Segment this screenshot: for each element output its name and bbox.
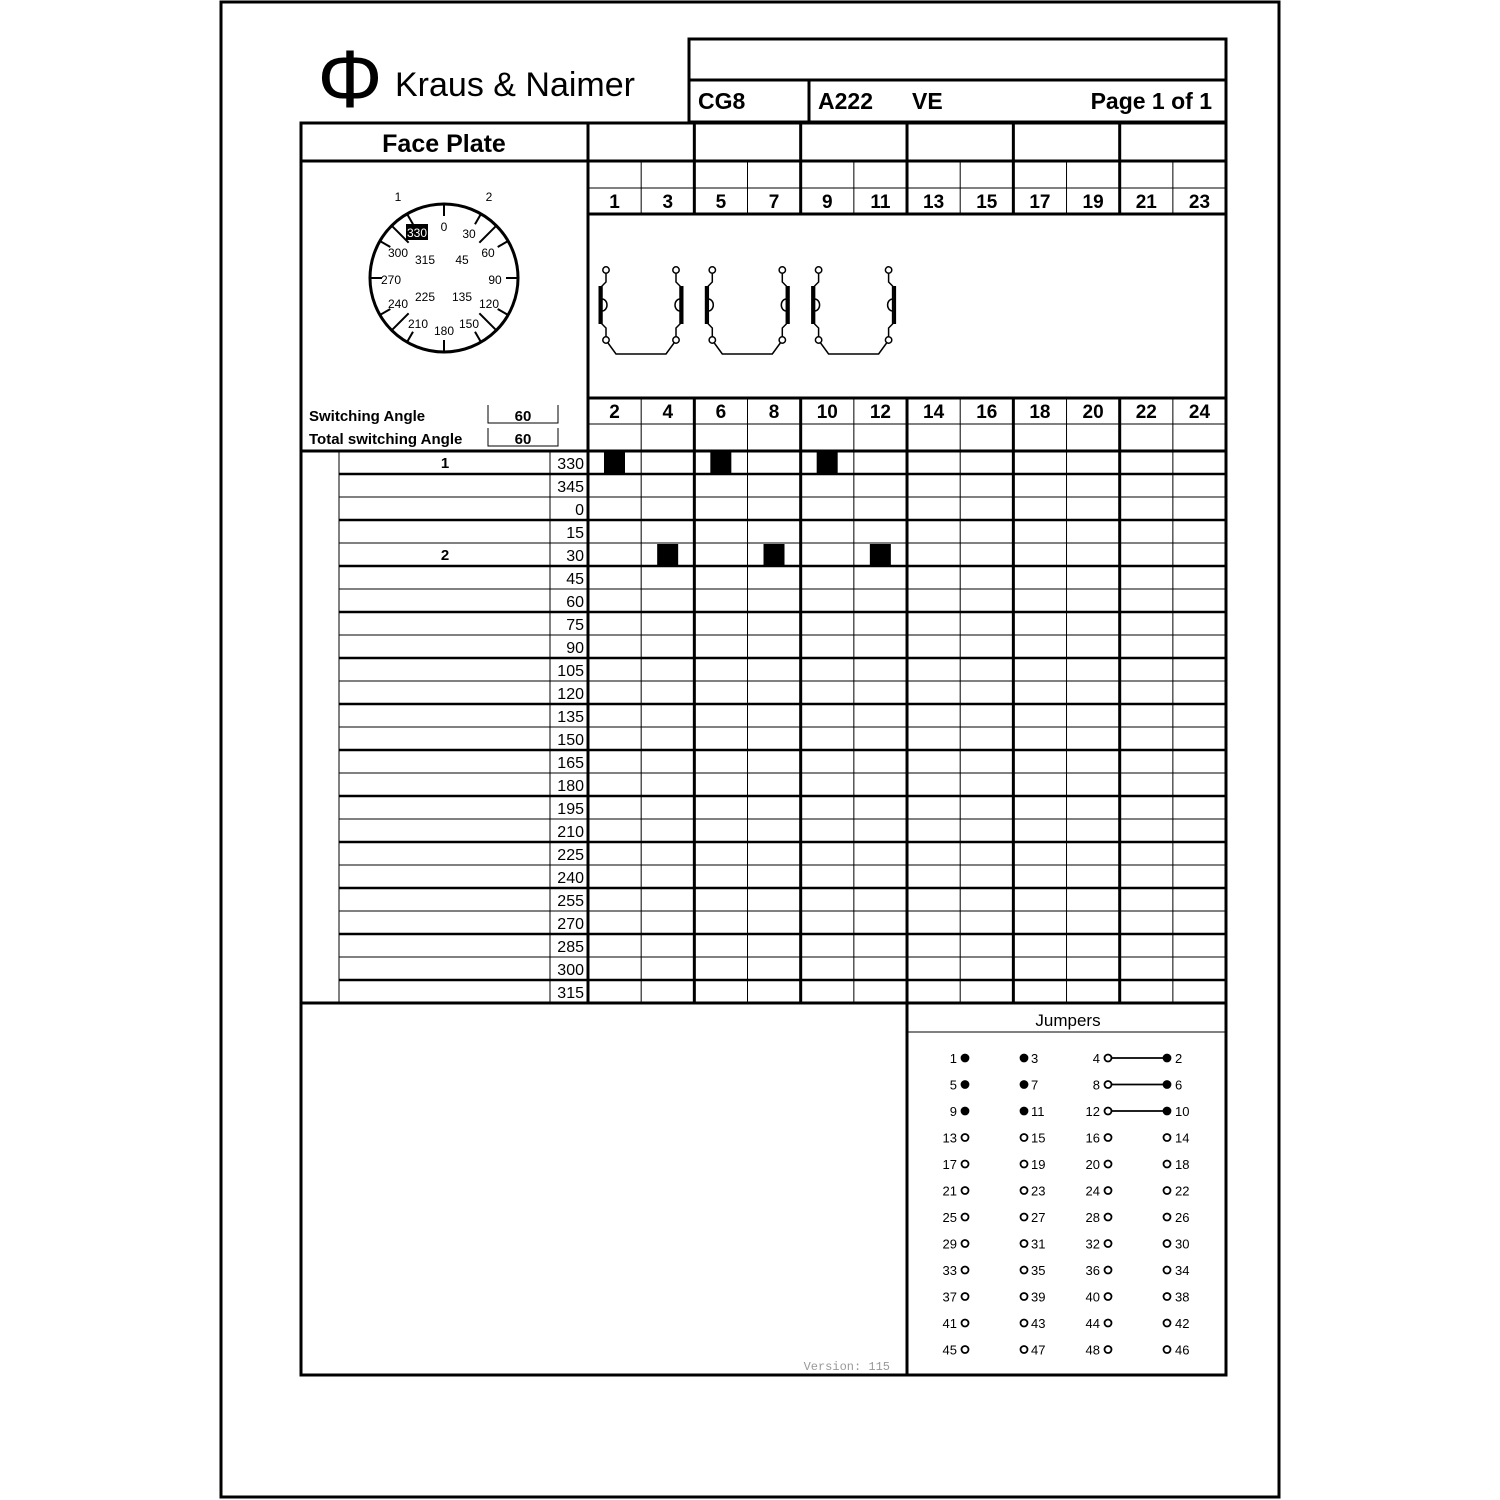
table-row [566, 525, 584, 542]
angle-value: 0 [575, 502, 584, 519]
angle-value: 255 [557, 893, 584, 910]
dial-label: 135 [451, 290, 473, 304]
dial-label: 180 [433, 324, 455, 338]
jumper-terminal-label: 35 [1031, 1263, 1046, 1278]
dial-label-highlighted: 330 [406, 226, 428, 240]
terminal-number: 16 [976, 402, 998, 423]
table-row [557, 801, 584, 818]
jumper-terminal [1105, 1267, 1112, 1274]
jumper-terminal-label: 33 [942, 1263, 957, 1278]
angle-value: 300 [557, 962, 584, 979]
jumper-terminal [962, 1240, 969, 1247]
jumper-terminal [1105, 1081, 1112, 1088]
angle-value: 105 [557, 663, 584, 680]
angle-value: 345 [557, 479, 584, 496]
jumper-terminal [1105, 1055, 1112, 1062]
logo-phi-symbol: Φ [317, 34, 383, 125]
jumper-terminal-label: 15 [1031, 1130, 1046, 1146]
table-row [557, 893, 584, 910]
terminal-number: 6 [715, 402, 727, 423]
table-row [557, 985, 584, 1002]
jumper-terminal [962, 1081, 969, 1088]
jumper-terminal [962, 1134, 969, 1141]
jumper-terminal-label: 4 [1092, 1051, 1100, 1066]
jumper-terminal [1164, 1161, 1171, 1168]
jumper-terminal [1164, 1267, 1171, 1274]
table-row [566, 617, 584, 634]
jumper-terminal [962, 1161, 969, 1168]
dial-label: 60 [481, 246, 495, 260]
jumper-terminal-label: 12 [1085, 1104, 1100, 1119]
angle-value: 240 [557, 870, 584, 887]
jumper-terminal-label: 48 [1085, 1342, 1100, 1358]
total-switching-angle-label: Total switching Angle [309, 431, 463, 448]
jumper-terminal-label: 31 [1031, 1236, 1046, 1252]
jumper-terminal-label: 16 [1085, 1130, 1100, 1146]
dial-label: 210 [407, 317, 429, 331]
angle-value: 285 [557, 939, 584, 956]
jumper-terminal-label: 20 [1085, 1157, 1100, 1172]
dial-position-2: 2 [485, 190, 493, 204]
jumper-terminal [1021, 1240, 1028, 1247]
jumper-terminal [1164, 1134, 1171, 1141]
jumper-terminal-label: 5 [949, 1077, 957, 1093]
variant-code: VE [912, 88, 943, 114]
terminal-number: 13 [923, 192, 945, 213]
series-code: CG8 [698, 88, 746, 114]
jumper-terminal-label: 22 [1175, 1183, 1190, 1199]
terminal-number: 23 [1188, 192, 1211, 213]
jumper-terminal-label: 13 [942, 1130, 957, 1146]
jumper-terminal [1105, 1187, 1112, 1194]
jumper-terminal-label: 32 [1085, 1236, 1100, 1252]
jumper-terminal [1021, 1134, 1028, 1141]
jumper-terminal-label: 21 [942, 1183, 957, 1199]
jumper-terminal-label: 36 [1085, 1263, 1100, 1278]
angle-value: 180 [557, 778, 584, 795]
jumper-terminal-label: 45 [942, 1342, 957, 1358]
jumper-terminal-label: 34 [1175, 1263, 1190, 1278]
switching-angle-value: 60 [514, 408, 532, 425]
version-label: Version: 115 [803, 1360, 890, 1374]
jumper-terminal-label: 28 [1085, 1210, 1100, 1225]
jumper-terminal-label: 2 [1175, 1051, 1183, 1066]
terminal-number: 14 [923, 402, 945, 423]
jumper-terminal-label: 3 [1031, 1051, 1039, 1066]
jumper-terminal [962, 1293, 969, 1300]
terminal-number: 18 [1029, 402, 1051, 423]
terminal-number: 4 [662, 402, 674, 423]
table-row [575, 502, 584, 519]
jumper-terminal [962, 1346, 969, 1353]
dial-label: 240 [387, 297, 409, 311]
angle-value: 45 [566, 571, 584, 588]
position-label: 1 [440, 455, 450, 472]
jumper-terminal [1021, 1346, 1028, 1353]
jumper-terminal [1021, 1187, 1028, 1194]
dial-label: 0 [440, 220, 448, 234]
angle-value: 330 [557, 456, 584, 473]
dial-label: 30 [462, 227, 476, 241]
table-row [557, 916, 584, 933]
jumper-terminal-label: 29 [942, 1236, 957, 1252]
angle-value: 135 [557, 709, 584, 726]
angle-value: 120 [557, 686, 584, 703]
angle-value: 210 [557, 824, 584, 841]
jumper-terminal [962, 1187, 969, 1194]
jumper-terminal [962, 1267, 969, 1274]
terminal-number: 10 [816, 402, 838, 423]
jumper-terminal-label: 24 [1085, 1183, 1100, 1199]
jumper-terminal-label: 23 [1031, 1183, 1046, 1199]
jumper-terminal [1105, 1161, 1112, 1168]
dial-label: 120 [478, 297, 500, 311]
jumper-terminal-label: 11 [1031, 1104, 1045, 1119]
jumper-terminal-label: 14 [1175, 1130, 1190, 1146]
jumper-terminal [1021, 1214, 1028, 1221]
jumper-terminal-label: 44 [1085, 1316, 1100, 1331]
jumper-terminal-label: 19 [1031, 1157, 1046, 1172]
angle-value: 15 [566, 525, 584, 542]
jumper-terminal-label: 18 [1175, 1157, 1190, 1172]
angle-value: 315 [557, 985, 584, 1002]
jumper-terminal [1021, 1267, 1028, 1274]
terminal-number: 22 [1135, 402, 1157, 423]
table-row [557, 709, 584, 726]
jumper-terminal [1164, 1214, 1171, 1221]
jumper-terminal-label: 30 [1175, 1236, 1190, 1252]
jumper-terminal [1164, 1320, 1171, 1327]
contact-closed-mark [817, 452, 838, 473]
jumper-terminal-label: 17 [942, 1157, 957, 1172]
angle-value: 195 [557, 801, 584, 818]
jumper-terminal [1164, 1081, 1171, 1088]
terminal-number: 24 [1188, 402, 1211, 423]
table-row [557, 778, 584, 795]
table-row [557, 686, 584, 703]
terminal-number: 17 [1029, 192, 1051, 213]
terminal-number: 12 [869, 402, 892, 423]
angle-value: 90 [566, 640, 584, 657]
jumper-terminal-label: 43 [1031, 1316, 1046, 1331]
terminal-number: 8 [768, 402, 780, 423]
angle-value: 75 [566, 617, 584, 634]
jumper-terminal-label: 39 [1031, 1289, 1046, 1305]
jumper-terminal [1105, 1214, 1112, 1221]
jumper-terminal-label: 9 [949, 1104, 957, 1119]
jumper-terminal-label: 26 [1175, 1210, 1190, 1225]
angle-value: 60 [566, 594, 584, 611]
terminal-number: 3 [662, 192, 674, 213]
angle-value: 30 [566, 548, 584, 565]
table-row [566, 640, 584, 657]
table-row [557, 663, 584, 680]
jumper-terminal [1105, 1320, 1112, 1327]
jumper-terminal [1164, 1240, 1171, 1247]
angle-value: 165 [557, 755, 584, 772]
jumper-terminal [1105, 1346, 1112, 1353]
jumper-terminal-label: 1 [949, 1051, 957, 1066]
jumper-terminal [1105, 1108, 1112, 1115]
jumper-terminal [1164, 1187, 1171, 1194]
angle-value: 225 [557, 847, 584, 864]
switching-angle-label: Switching Angle [309, 408, 426, 425]
jumper-terminal [962, 1055, 969, 1062]
page-number: Page 1 of 1 [1090, 88, 1212, 114]
dial-label: 315 [414, 253, 436, 267]
contact-closed-mark [604, 452, 625, 473]
dial-label: 225 [414, 290, 436, 304]
dial-label: 150 [458, 317, 480, 331]
terminal-number: 9 [821, 192, 833, 213]
table-row [557, 939, 584, 956]
jumper-terminal [1164, 1346, 1171, 1353]
dial-position-1: 1 [394, 190, 402, 204]
jumper-terminal-label: 41 [942, 1316, 957, 1331]
jumper-terminal-label: 47 [1031, 1342, 1046, 1358]
terminal-number: 2 [609, 402, 620, 423]
jumper-terminal [962, 1320, 969, 1327]
jumper-terminal [962, 1214, 969, 1221]
position-label: 2 [440, 547, 450, 564]
jumpers-title: Jumpers [1035, 1011, 1101, 1030]
contact-closed-mark [764, 544, 785, 565]
jumper-terminal-label: 25 [942, 1210, 957, 1225]
jumper-terminal [962, 1108, 969, 1115]
contact-closed-mark [710, 452, 731, 473]
terminal-number: 7 [768, 192, 780, 213]
jumper-terminal-label: 37 [942, 1289, 957, 1305]
brand-name: Kraus & Naimer [395, 66, 635, 104]
table-row [557, 755, 584, 772]
angle-value: 270 [557, 916, 584, 933]
jumper-terminal [1164, 1055, 1171, 1062]
jumper-terminal-label: 10 [1175, 1104, 1190, 1119]
jumper-terminal [1021, 1293, 1028, 1300]
jumper-terminal-label: 42 [1175, 1316, 1190, 1331]
table-row [557, 962, 584, 979]
table-row [557, 847, 584, 864]
jumper-terminal [1021, 1108, 1028, 1115]
jumper-terminal [1164, 1293, 1171, 1300]
jumper-terminal [1021, 1320, 1028, 1327]
table-row [557, 732, 584, 749]
jumper-terminal [1105, 1134, 1112, 1141]
program-code: A222 [818, 88, 873, 114]
terminal-number: 15 [976, 192, 998, 213]
contact-closed-mark [870, 544, 891, 565]
table-row [566, 594, 584, 611]
face-plate-title: Face Plate [382, 130, 506, 158]
jumper-terminal [1021, 1055, 1028, 1062]
total-switching-angle-value: 60 [514, 431, 532, 448]
dial-label: 90 [488, 273, 502, 287]
table-row [557, 870, 584, 887]
jumper-terminal [1021, 1161, 1028, 1168]
angle-value: 150 [557, 732, 584, 749]
jumper-terminal-label: 6 [1175, 1077, 1183, 1093]
contact-closed-mark [657, 544, 678, 565]
table-row [566, 571, 584, 588]
table-row [557, 824, 584, 841]
jumper-terminal-label: 7 [1031, 1077, 1039, 1093]
terminal-number: 19 [1082, 192, 1104, 213]
jumper-terminal [1105, 1293, 1112, 1300]
dial-label: 270 [380, 273, 402, 287]
jumper-terminal-label: 46 [1175, 1342, 1190, 1358]
jumper-terminal-label: 38 [1175, 1289, 1190, 1305]
jumper-terminal [1164, 1108, 1171, 1115]
jumper-terminal-label: 27 [1031, 1210, 1046, 1225]
jumper-terminal-label: 8 [1092, 1077, 1100, 1093]
jumper-terminal [1021, 1081, 1028, 1088]
jumper-terminal [1105, 1240, 1112, 1247]
dial-label: 45 [455, 253, 469, 267]
terminal-number: 1 [609, 192, 620, 213]
terminal-number: 21 [1135, 192, 1157, 213]
table-row [557, 479, 584, 496]
dial-label: 300 [387, 246, 409, 260]
jumper-terminal-label: 40 [1085, 1289, 1100, 1305]
terminal-number: 11 [870, 192, 891, 213]
terminal-number: 20 [1082, 402, 1104, 423]
terminal-number: 5 [715, 192, 727, 213]
